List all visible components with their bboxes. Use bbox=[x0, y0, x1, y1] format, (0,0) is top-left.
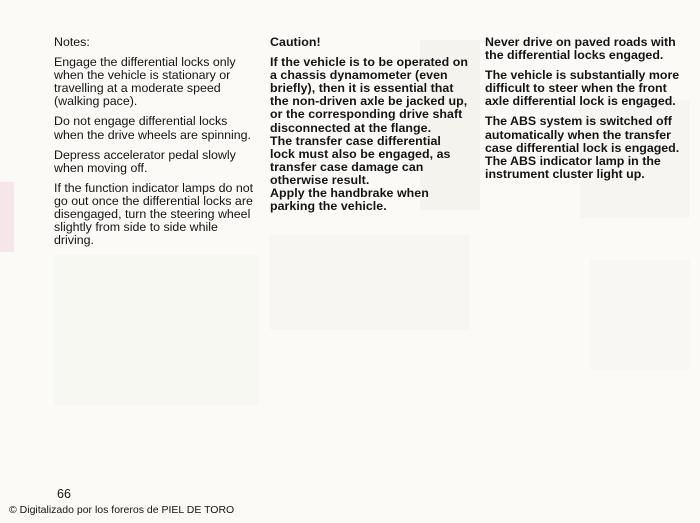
note-paragraph: If the function indicator lamps do not go out once the differential locks are disengaged, turn the steering wheel slightly from side to side while driving. bbox=[54, 180, 254, 248]
notes-column bbox=[54, 36, 259, 254]
bleed-through-text-block bbox=[54, 255, 259, 405]
caution-heading: Caution! bbox=[270, 35, 321, 49]
caution-column bbox=[270, 36, 468, 220]
caution-paragraph: The transfer case differential lock must also be engaged, as transfer case damage can otherwise result. bbox=[270, 133, 451, 187]
warning-paragraph: The ABS system is switched off automatically when the transfer case differential lock is engaged. bbox=[485, 114, 680, 155]
warning-paragraph: Never drive on paved roads with the differential locks engaged. bbox=[485, 35, 676, 63]
caution-paragraph: Apply the handbrake when parking the vehicle. bbox=[270, 186, 429, 214]
note-paragraph: Do not engage differential locks when the drive wheels are spinning. bbox=[54, 114, 251, 142]
bleed-through-text-block bbox=[270, 235, 470, 330]
scan-credit: © Digitalizado por los foreros de PIEL DE TORO bbox=[9, 504, 235, 516]
note-paragraph: Depress accelerator pedal slowly when moving off. bbox=[54, 147, 236, 175]
warning-paragraph: The ABS indicator lamp in the instrument cluster light up. bbox=[485, 153, 661, 181]
notes-heading: Notes: bbox=[54, 35, 90, 49]
page-number: 66 bbox=[57, 487, 71, 501]
warning-paragraph: The vehicle is substantially more difficult to steer when the front axle differential lock is engaged. bbox=[485, 68, 680, 109]
edge-mark bbox=[0, 182, 14, 252]
caution-paragraph: If the vehicle is to be operated on a chassis dynamometer (even briefly), then it is essential that the non-driven axle be jacked up, or the corresponding drive shaft disconnected at the flange. bbox=[270, 55, 468, 135]
warning-column bbox=[485, 36, 690, 188]
note-paragraph: Engage the differential locks only when the vehicle is stationary or travelling at a moderate speed (walking pace). bbox=[54, 55, 236, 109]
bleed-through-text-block bbox=[590, 260, 690, 370]
